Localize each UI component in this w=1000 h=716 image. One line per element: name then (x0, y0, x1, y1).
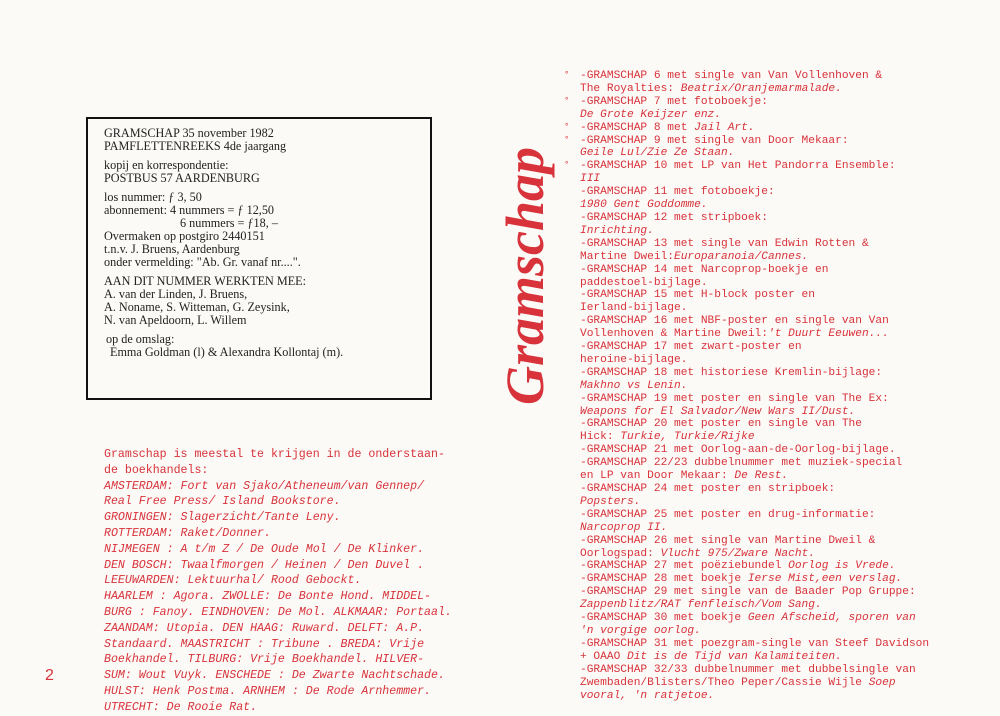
contributors-line-2: A. Noname, S. Witteman, G. Zeysink, (104, 300, 290, 314)
issue-main: -GRAMSCHAP 16 met NBF-poster en single van Van (580, 315, 889, 328)
issue-entry (580, 444, 980, 457)
issue-cont: Hick: (580, 431, 621, 444)
issue-main: -GRAMSCHAP 11 met fotoboekje: (580, 186, 775, 199)
colophon-subscription: abonnement: 4 nummers = ƒ 12,50 (104, 203, 275, 217)
page-number: 2 (45, 667, 54, 684)
issue-main: -GRAMSCHAP 24 met poster en stripboek: (580, 483, 836, 495)
bookshop-line: HULST: Henk Postma. ARNHEM : De Rode Arnhemmer. (104, 684, 431, 698)
issue-main: -GRAMSCHAP 8 met (580, 121, 695, 134)
issue-title: Makhno vs Lenin. (580, 379, 688, 392)
bookshop-line: NIJMEGEN : A t/m Z / De Oude Mol / De Klinker. (104, 542, 425, 556)
issue-main: -GRAMSCHAP 19 met poster en single van The Ex: (580, 392, 889, 405)
bookshop-line: Standaard. MAASTRICHT : Tribune . BREDA: Vrije (104, 637, 425, 651)
issue-entry (580, 560, 980, 573)
issue-title: Dit is de Tijd van Kalamiteiten. (627, 650, 842, 663)
issue-title: De Rest. (734, 470, 789, 483)
issue-entry (580, 664, 980, 703)
issue-title: Zappenblitz/RAT fenfleisch/Vom Sang. (580, 599, 822, 612)
issue-entry (580, 509, 980, 535)
issue-title: Beatrix/Oranjemarmalade. (680, 82, 842, 95)
colophon-giro: Overmaken op postgiro 2440151 (104, 229, 265, 243)
colophon-tnv: t.n.v. J. Bruens, Aardenburg (104, 242, 240, 256)
issue-title: Europaranoia/Cannes. (674, 250, 809, 263)
issue-entry (580, 483, 980, 509)
issue-title: Soep (868, 676, 896, 689)
issue-main: -GRAMSCHAP 7 met fotoboekje: (580, 95, 768, 108)
issue-main: -GRAMSCHAP 29 met single van de Baader Pop Gruppe: (580, 586, 916, 599)
issue-entry (580, 573, 980, 586)
issue-title: Ierse Mist,een verslag. (747, 573, 903, 586)
bullet-dot: ° (564, 70, 570, 80)
issue-main: -GRAMSCHAP 18 met historiese Kremlin-bijlage: (580, 366, 883, 379)
issue-title: Popsters. (580, 495, 641, 508)
colophon-title: GRAMSCHAP 35 november 1982 (104, 126, 274, 140)
contributors-line-1: A. van der Linden, J. Bruens, (104, 287, 248, 301)
issue-main: -GRAMSCHAP 22/23 dubbelnummer met muziek-special (580, 457, 903, 470)
issue-main: -GRAMSCHAP 6 met single van Van Vollenhoven & (580, 70, 883, 82)
bookshop-line: HAARLEM : Agora. ZWOLLE: De Bonte Hond. MIDDEL- (104, 590, 431, 604)
issue-title: Vlucht 975/Zware Nacht. (660, 547, 815, 560)
issue-entry (564, 134, 980, 161)
colophon-box (86, 117, 432, 400)
issue-entry (580, 393, 980, 419)
issue-entry (580, 457, 980, 483)
issue-entry (580, 418, 980, 444)
issue-entry (580, 289, 980, 315)
issue-main: -GRAMSCHAP 32/33 dubbelnummer met dubbelsingle van (580, 663, 916, 676)
colophon-subscription-6: 6 nummers = ƒ18, – (180, 216, 278, 230)
contributors-heading: AAN DIT NUMMER WERKTEN MEE: (104, 274, 306, 288)
issue-main: -GRAMSCHAP 21 met Oorlog-aan-de-Oorlog-bijlage. (580, 444, 896, 457)
bookshop-line: ZAANDAM: Utopia. DEN HAAG: Ruward. DELFT: A.P. (104, 621, 425, 635)
issue-main: -GRAMSCHAP 9 met single van Door Mekaar: (580, 134, 849, 147)
issue-main: -GRAMSCHAP 26 met single van Martine Dweil & (580, 534, 876, 547)
issue-entry (580, 586, 980, 612)
issue-title: Inrichting. (580, 224, 654, 237)
issue-cont: Ierland-bijlage. (580, 302, 688, 315)
bookshop-intro-2: de boekhandels: (104, 463, 209, 477)
issue-cont: The Royalties: (580, 82, 681, 95)
issue-title: Geen Afscheid, sporen van (747, 612, 916, 625)
gramschap-title-text: Gramschap (495, 146, 555, 405)
issue-main: -GRAMSCHAP 17 met zwart-poster en (580, 341, 802, 354)
issue-main: -GRAMSCHAP 30 met boekje (580, 612, 748, 625)
issue-title: Oorlog is Vrede. (788, 560, 896, 573)
issue-title: Narcoprop II. (580, 521, 668, 534)
issue-entry (580, 186, 980, 212)
issue-entry (580, 212, 980, 238)
bullet-dot: ° (564, 160, 570, 171)
issue-entry (564, 70, 980, 96)
issue-entry (580, 612, 980, 638)
issue-title-cont: 'n vorgige oorlog. (580, 624, 701, 637)
issue-cont: + OAAO (580, 650, 627, 663)
bookshop-line: BURG : Fanoy. EINDHOVEN: De Mol. ALKMAAR: Portaal. (104, 605, 452, 619)
issue-entry (580, 535, 980, 561)
issue-main: -GRAMSCHAP 28 met boekje (580, 573, 748, 586)
issue-title: Turkie, Turkie/Rijke (620, 431, 755, 444)
issue-title: De Grote Keijzer enz. (580, 108, 721, 121)
colophon-price-single: los nummer: ƒ 3, 50 (104, 190, 202, 204)
bookshop-line: UTRECHT: De Rooie Rat. (104, 700, 258, 714)
colophon-series: PAMFLETTENREEKS 4de jaargang (104, 139, 287, 153)
gramschap-vertical-title (455, 143, 585, 408)
issue-entry (580, 638, 980, 664)
bullet-dot: ° (564, 121, 570, 132)
issue-entry (580, 367, 980, 393)
issue-title: Jail Art. (694, 121, 755, 134)
issue-main: -GRAMSCHAP 10 met LP van Het Pandorra Ensemble: (580, 160, 896, 173)
bookshop-line: Real Free Press/ Island Bookstore. (104, 495, 341, 509)
issue-entry (580, 264, 980, 290)
bookshop-line: LEEUWARDEN: Lektuurhal/ Rood Gebockt. (104, 574, 362, 588)
issue-cont: Zwembaden/Blisters/Theo Peper/Cassie Wijle (580, 676, 869, 689)
issue-title: Geile Lul/Zie Ze Staan. (580, 147, 735, 160)
issue-main: -GRAMSCHAP 27 met poëziebundel (580, 560, 789, 573)
bullet-dot: ° (564, 134, 570, 145)
issue-entry (564, 95, 980, 122)
issue-title: Weapons for El Salvador/New Wars II/Dust. (580, 405, 856, 418)
issue-entry (564, 160, 980, 186)
bookshop-list (104, 447, 524, 716)
bookshop-line: DEN BOSCH: Twaalfmorgen / Heinen / Den Duvel . (104, 558, 425, 572)
bookshop-line: SUM: Wout Vuyk. ENSCHEDE : De Zwarte Nachtschade. (104, 669, 445, 683)
colophon-address: POSTBUS 57 AARDENBURG (104, 171, 260, 185)
bookshop-line: Boekhandel. TILBURG: Vrije Boekhandel. HILVER- (104, 653, 425, 667)
issue-main: -GRAMSCHAP 31 met poezgram-single van Steef Davidson (580, 637, 930, 650)
bookshop-line: AMSTERDAM: Fort van Sjako/Atheneum/van Gennep/ (104, 479, 425, 493)
issue-entry (564, 121, 980, 135)
issue-title: III (580, 173, 601, 186)
issue-entry (580, 341, 980, 367)
issue-entry (580, 315, 980, 341)
cover-names: Emma Goldman (l) & Alexandra Kollontaj (m). (110, 345, 344, 359)
issue-list (564, 70, 980, 702)
issue-cont: paddestoel-bijlage. (580, 276, 708, 289)
issue-cont: Oorlogspad: (580, 547, 661, 560)
issue-main: -GRAMSCHAP 20 met poster en single van The (580, 418, 862, 431)
issue-title: 't Duurt Eeuwen... (767, 328, 889, 341)
issue-cont: heroine-bijlage. (580, 353, 688, 366)
issue-entry (580, 238, 980, 264)
contributors-line-3: N. van Apeldoorn, L. Willem (104, 313, 247, 327)
cover-label: op de omslag: (106, 332, 175, 346)
colophon-correspondence-label: kopij en korrespondentie: (104, 158, 229, 172)
issue-main: -GRAMSCHAP 25 met poster en drug-informatie: (580, 508, 876, 521)
bookshop-line: GRONINGEN: Slagerzicht/Tante Leny. (104, 511, 341, 525)
bullet-dot: ° (564, 95, 570, 106)
issue-title: 1980 Gent Goddomme. (580, 199, 708, 212)
issue-cont: en LP van Door Mekaar: (580, 470, 735, 483)
issue-main: -GRAMSCHAP 12 met stripboek: (580, 211, 768, 224)
issue-title-cont: vooral, 'n ratjetoe. (580, 689, 715, 702)
issue-main: -GRAMSCHAP 13 met single van Edwin Rotten & (580, 237, 869, 250)
colophon-mention: onder vermelding: "Ab. Gr. vanaf nr....". (104, 255, 301, 269)
issue-main: -GRAMSCHAP 15 met H-block poster en (580, 289, 815, 302)
issue-cont: Martine Dweil: (580, 250, 674, 263)
issue-main: -GRAMSCHAP 14 met Narcoprop-boekje en (580, 263, 829, 276)
bookshop-line: ROTTERDAM: Raket/Donner. (104, 526, 271, 540)
issue-cont: Vollenhoven & Martine Dweil: (580, 328, 768, 341)
bookshop-intro-1: Gramschap is meestal te krijgen in de onderstaan- (104, 448, 445, 461)
